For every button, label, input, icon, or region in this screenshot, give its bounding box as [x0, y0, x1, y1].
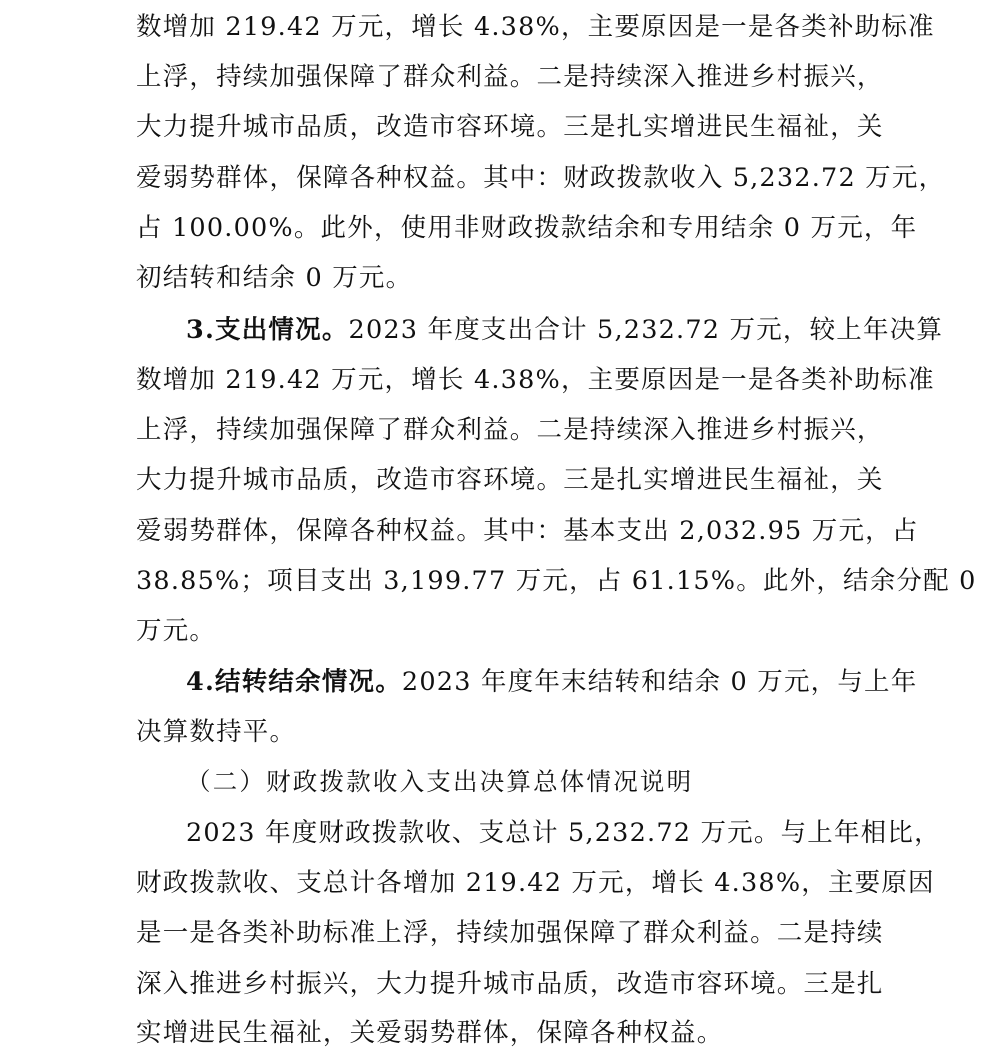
text-line: 大力提升城市品质，改造市容环境。三是扎实增进民生福祉，关: [136, 465, 884, 495]
text-line: 深入推进乡村振兴，大力提升城市品质，改造市容环境。三是扎: [136, 969, 884, 999]
carryover-first-line: [186, 657, 917, 707]
text-line: 2023 年度财政拨款收、支总计 5,232.72 万元。与上年相比，: [186, 818, 941, 848]
text-line: 占 100.00%。此外，使用非财政拨款结余和专用结余 0 万元，年: [136, 213, 918, 243]
text-line: 是一是各类补助标准上浮，持续加强保障了群众利益。二是持续: [136, 918, 884, 948]
text-line: 数增加 219.42 万元，增长 4.38%，主要原因是一是各类补助标准: [136, 12, 935, 42]
text-line: 初结转和结余 0 万元。: [136, 263, 413, 293]
expenditure-first-text: 2023 年度支出合计 5,232.72 万元，较上年决算: [348, 315, 944, 345]
expenditure-heading: 3.支出情况。: [186, 315, 349, 345]
text-line: 财政拨款收、支总计各增加 219.42 万元，增长 4.38%，主要原因: [136, 868, 935, 898]
text-line: 大力提升城市品质，改造市容环境。三是扎实增进民生福祉，关: [136, 112, 884, 142]
text-line: 上浮，持续加强保障了群众利益。二是持续深入推进乡村振兴，: [136, 62, 884, 92]
text-line: 爱弱势群体，保障各种权益。其中：基本支出 2,032.95 万元，占: [136, 516, 919, 546]
expenditure-first-line: [186, 305, 943, 355]
carryover-first-text: 2023 年度年末结转和结余 0 万元，与上年: [401, 667, 918, 697]
section-heading: （二）财政拨款收入支出决算总体情况说明: [186, 767, 694, 796]
carryover-heading: 4.结转结余情况。: [186, 667, 402, 697]
text-line: 爱弱势群体，保障各种权益。其中：财政拨款收入 5,232.72 万元，: [136, 163, 946, 193]
text-line: 数增加 219.42 万元，增长 4.38%，主要原因是一是各类补助标准: [136, 365, 935, 395]
text-line: 实增进民生福祉，关爱弱势群体，保障各种权益。: [136, 1018, 724, 1048]
text-line: 决算数持平。: [136, 717, 297, 747]
text-line: 万元。: [136, 616, 217, 646]
text-line: 38.85%；项目支出 3,199.77 万元，占 61.15%。此外，结余分配 0: [136, 566, 977, 596]
text-line: 上浮，持续加强保障了群众利益。二是持续深入推进乡村振兴，: [136, 415, 884, 445]
